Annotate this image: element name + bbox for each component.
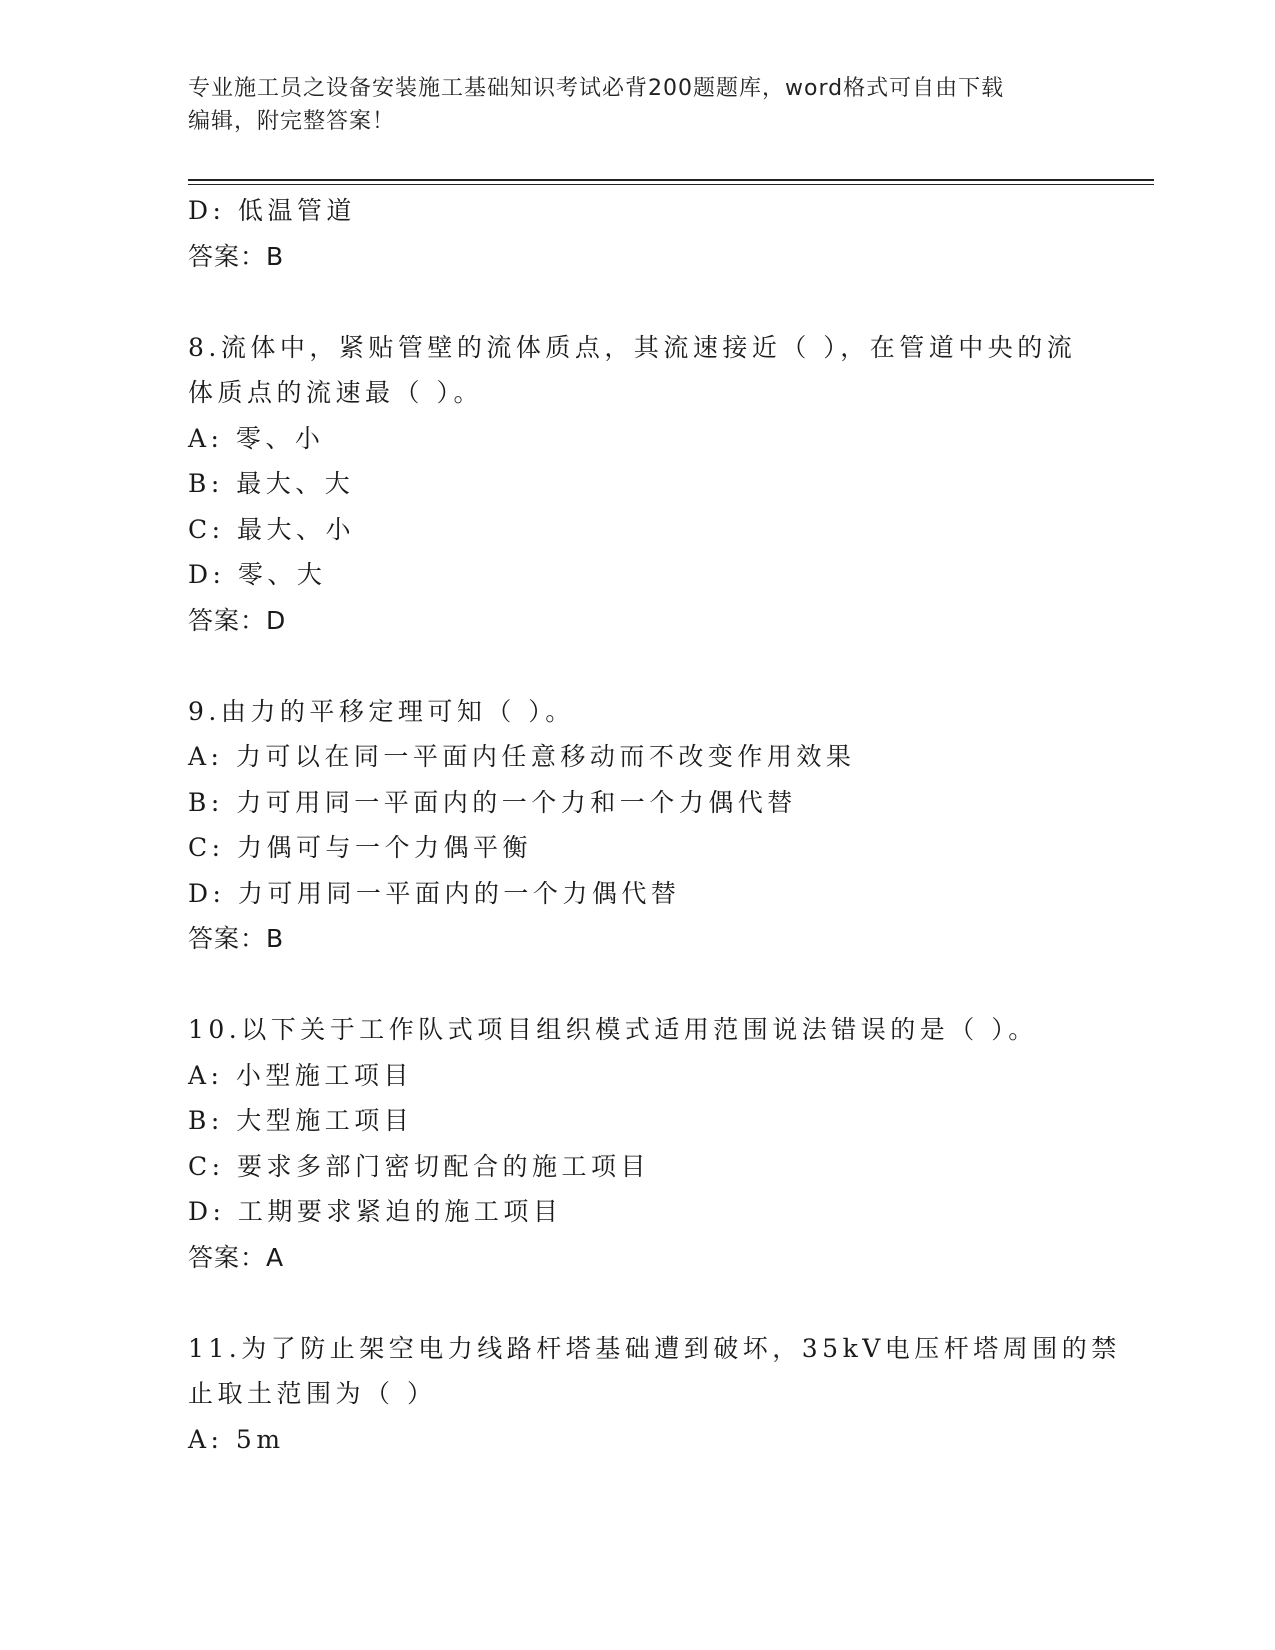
option-a: A: 小型施工项目 [188, 1060, 413, 1090]
question-11 [188, 1326, 1121, 1463]
header-rule-thin [188, 184, 1154, 185]
question-stem-line-1: 8.流体中，紧贴管壁的流体质点，其流速接近（ ），在管道中央的流 [188, 332, 1077, 362]
option-d: D: 低温管道 [188, 196, 356, 225]
option-d: D: 零、大 [188, 560, 327, 589]
document-header [188, 72, 1088, 138]
question-8 [188, 325, 1088, 644]
header-rule-thick [188, 179, 1154, 181]
option-a: A: 零、小 [188, 423, 325, 453]
question-stem-line-1: 10.以下关于工作队式项目组织模式适用范围说法错误的是（ ）。 [188, 1015, 1038, 1044]
option-d: D: 工期要求紧迫的施工项目 [188, 1197, 563, 1226]
question-stem-line-2: 止取土范围为（ ） [188, 1379, 437, 1408]
spacer [188, 962, 1088, 1008]
answer-label: 答案：A [188, 1242, 285, 1272]
header-title-line-2: 编辑，附完整答案！ [188, 109, 396, 134]
question-10 [188, 1007, 1088, 1280]
option-c: C: 最大、小 [188, 514, 355, 544]
spacer [188, 1280, 1088, 1326]
option-c: C: 力偶可与一个力偶平衡 [188, 833, 532, 862]
question-9 [188, 689, 1088, 962]
option-b: B: 力可用同一平面内的一个力和一个力偶代替 [188, 787, 797, 817]
option-b: B: 最大、大 [188, 469, 355, 498]
header-title-line-1: 专业施工员之设备安装施工基础知识考试必背200题题库，word格式可自由下载 [188, 76, 1005, 101]
option-a: A: 力可以在同一平面内任意移动而不改变作用效果 [188, 742, 856, 771]
answer-label: 答案：B [188, 924, 285, 953]
question-7-tail [188, 188, 1088, 279]
question-stem-line-2: 体质点的流速最（ ）。 [188, 378, 483, 407]
spacer [188, 643, 1088, 689]
option-a: A: 5m [188, 1424, 285, 1454]
question-stem-line-1: 9.由力的平移定理可知（ ）。 [188, 696, 575, 726]
option-c: C: 要求多部门密切配合的施工项目 [188, 1151, 650, 1181]
question-list [188, 188, 1121, 1462]
question-stem-line-1: 11.为了防止架空电力线路杆塔基础遭到破坏，35kV电压杆塔周围的禁 [188, 1333, 1121, 1363]
option-b: B: 大型施工项目 [188, 1106, 414, 1135]
option-d: D: 力可用同一平面内的一个力偶代替 [188, 878, 681, 908]
answer-label: 答案：D [188, 605, 287, 635]
answer-label: 答案：B [188, 241, 285, 271]
spacer [188, 279, 1088, 325]
